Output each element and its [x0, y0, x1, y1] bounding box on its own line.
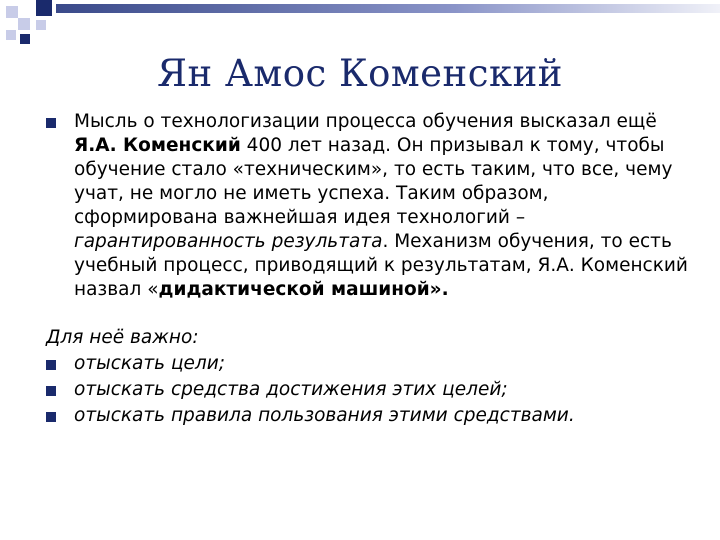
note-heading: Для неё важно:: [46, 327, 199, 348]
requirements-list: [46, 352, 696, 428]
main-bullet-item: [46, 110, 696, 302]
main-text-part1: Мысль о технологизации процесса обучения высказал ещё: [74, 111, 657, 132]
list-item-text: отыскать средства достижения этих целей;: [74, 379, 508, 400]
list-item-text: отыскать цели;: [74, 353, 225, 374]
square-bullet-icon: [46, 360, 56, 370]
slide-title: Ян Амос Коменский: [157, 52, 563, 95]
square-bullet-icon: [46, 118, 56, 128]
quote-open: «: [147, 279, 159, 300]
guaranteed-result-phrase: гарантированность результата: [74, 231, 383, 252]
didactic-machine-phrase: дидактической машиной».: [158, 279, 449, 300]
main-text-part2: 400 лет назад. Он призывал к тому, чтобы обучение стало «техническим», то есть таким, что все, чему учат, не могло не иметь успеха. Таким образом, сформирована важнейшая идея технологий –: [74, 135, 673, 228]
square-bullet-icon: [46, 412, 56, 422]
list-item-text: отыскать правила пользования этими средствами.: [74, 405, 575, 426]
main-bullet-text: [74, 110, 696, 302]
komensky-name: Я.А. Коменский: [74, 135, 241, 156]
decorative-squares: [0, 0, 720, 60]
list-item: [46, 378, 696, 402]
main-text-part3: . Механизм обучения, то есть учебный процесс, приводящий к результатам, Я.А. Коменский назвал: [74, 231, 688, 300]
list-item: [46, 404, 696, 428]
square-bullet-icon: [46, 386, 56, 396]
list-item: [46, 352, 696, 376]
slide-content: [46, 110, 696, 428]
